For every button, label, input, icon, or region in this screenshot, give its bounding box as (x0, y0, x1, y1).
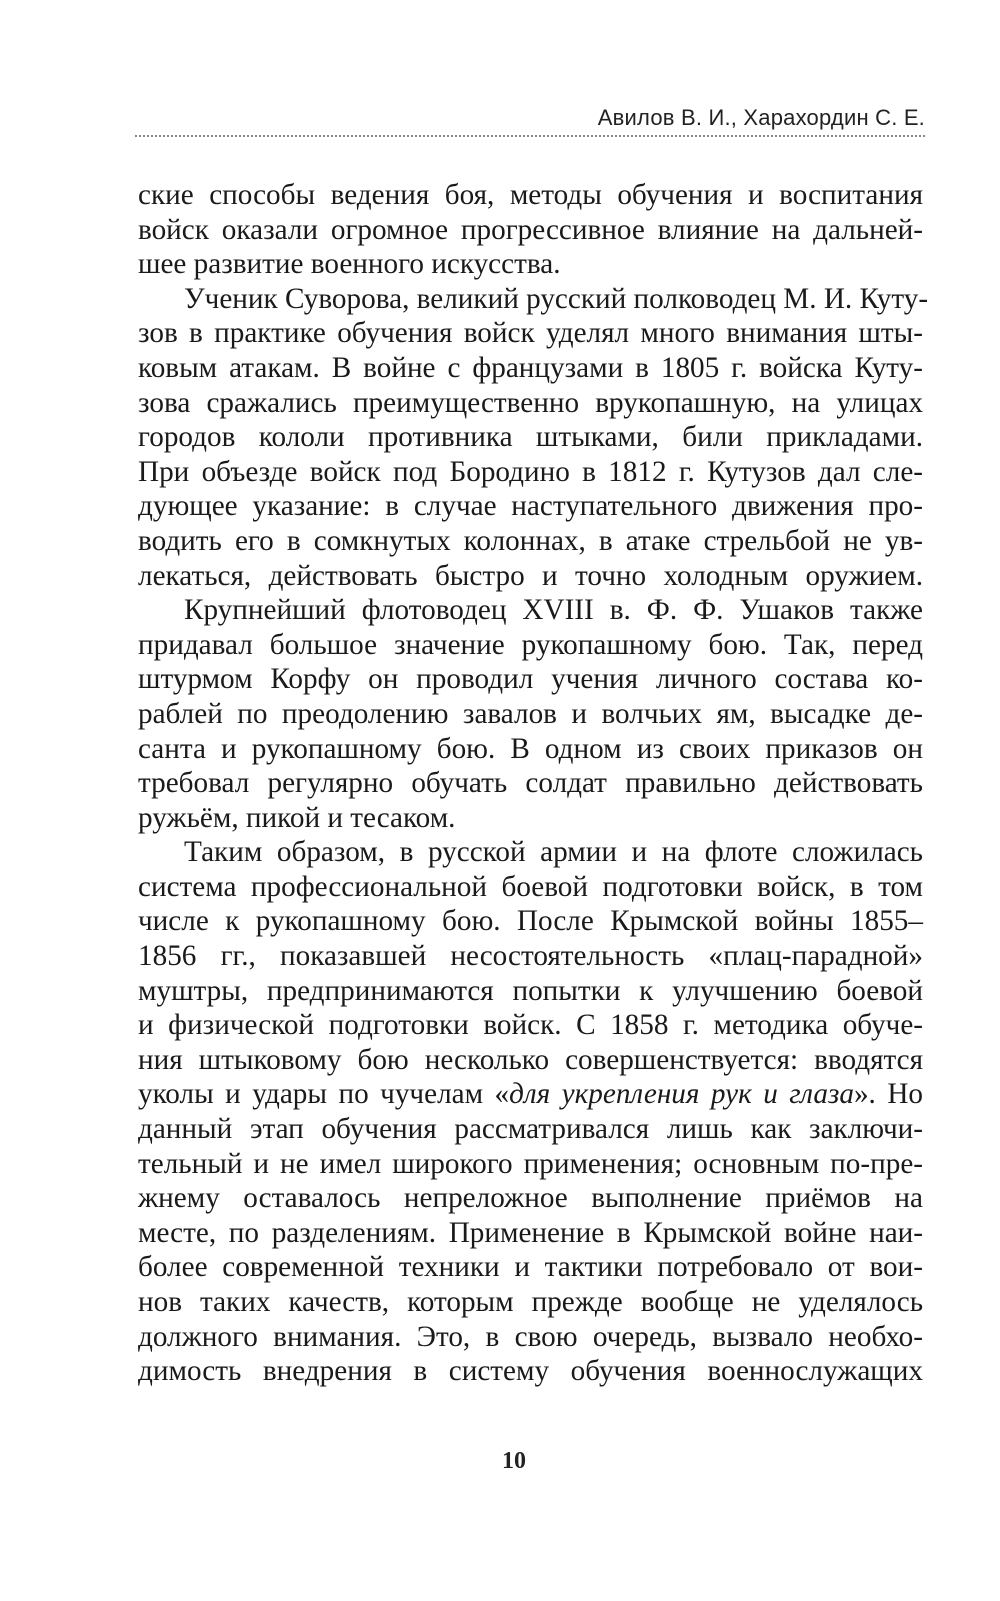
text-line: ские способы ведения боя, методы обучения и воспитания (138, 179, 923, 211)
text-line: зов в практике обучения войск уделял много внимания шты- (138, 317, 923, 350)
paragraph-2 (138, 282, 929, 593)
text-line: При объезде войск под Бородино в 1812 г. Кутузов дал сле- (138, 455, 923, 488)
text-line: шее развитие военного искусства. (138, 248, 561, 281)
text-line: ния штыковому бою несколько совершенствуется: вводятся (138, 1043, 923, 1076)
text-line: раблей по преодолению завалов и волчьих ям, высадке де- (138, 697, 923, 730)
quote-line-start: уколы и удары по чучелам « (138, 1078, 510, 1111)
text-line: муштры, предпринимаются попытки к улучшению боевой (138, 974, 923, 1007)
text-line: данный этап обучения рассматривался лишь как заключи- (138, 1113, 923, 1146)
text-line: система профессиональной боевой подготовки войск, в том (138, 870, 923, 903)
text-line: и физической подготовки войск. С 1858 г. методика обуче- (138, 1009, 923, 1042)
text-line: санта и рукопашному бою. В одном из своих приказов он (138, 732, 923, 765)
text-line: Ученик Суворова, великий русский полководец М. И. Куту- (184, 282, 929, 315)
text-line: городов кололи противника штыками, били прикладами. (138, 421, 923, 454)
text-line: дующее указание: в случае наступательного движения про- (138, 490, 923, 523)
text-line: нов таких качеств, которым прежде вообще не уделялось (138, 1286, 923, 1318)
text-line: 1856 гг., показавшей несостоятельность «плац-парадной» (138, 940, 923, 973)
paragraph-4 (138, 835, 923, 1389)
text-line: войск оказали огромное прогрессивное влияние на дальней- (138, 213, 923, 246)
paragraph-1 (138, 178, 923, 282)
text-line: лекаться, действовать быстро и точно холодным оружием. (138, 559, 923, 592)
text-line: зова сражались преимущественно врукопашную, на улицах (138, 386, 923, 419)
quote-line-end: ». Но (853, 1078, 923, 1111)
text-line: тельный и не имел широкого применения; основным по-пре- (138, 1147, 923, 1180)
text-line: Крупнейший флотоводец XVIII в. Ф. Ф. Ушаков также (184, 594, 923, 627)
text-line: требовал регулярно обучать солдат правильно действовать (138, 767, 923, 800)
header-divider (135, 135, 925, 137)
text-line: жнему оставалось непреложное выполнение приёмов на (138, 1182, 923, 1215)
text-line: ружьём, пикой и тесаком. (138, 801, 456, 834)
running-header: Авилов В. И., Харахордин С. Е. (597, 105, 925, 130)
body-text (138, 178, 929, 1389)
quote-line (138, 1077, 923, 1112)
text-line: Таким образом, в русской армии и на флоте сложилась (184, 836, 923, 869)
text-line: должного внимания. Это, в свою очередь, вызвало необхо- (138, 1320, 923, 1353)
text-line: ковым атакам. В войне с французами в 1805 г. войска Куту- (138, 351, 923, 384)
text-line: водить его в сомкнутых колоннах, в атаке стрельбой не ув- (138, 524, 923, 557)
paragraph-3 (138, 593, 923, 835)
text-line: штурмом Корфу он проводил учения личного состава ко- (138, 663, 923, 696)
text-line: числе к рукопашному бою. После Крымской войны 1855– (138, 905, 923, 938)
italic-quote: для укрепления рук и глаза (509, 1078, 854, 1111)
text-line: придавал большое значение рукопашному бою. Так, перед (138, 628, 923, 661)
text-line: месте, по разделениям. Применение в Крымской войне наи- (138, 1216, 923, 1249)
page-number: 10 (502, 1448, 526, 1474)
text-line: более современной техники и тактики потребовало от вои- (138, 1251, 923, 1284)
text-line: димость внедрения в систему обучения военнослужащих (138, 1355, 923, 1388)
